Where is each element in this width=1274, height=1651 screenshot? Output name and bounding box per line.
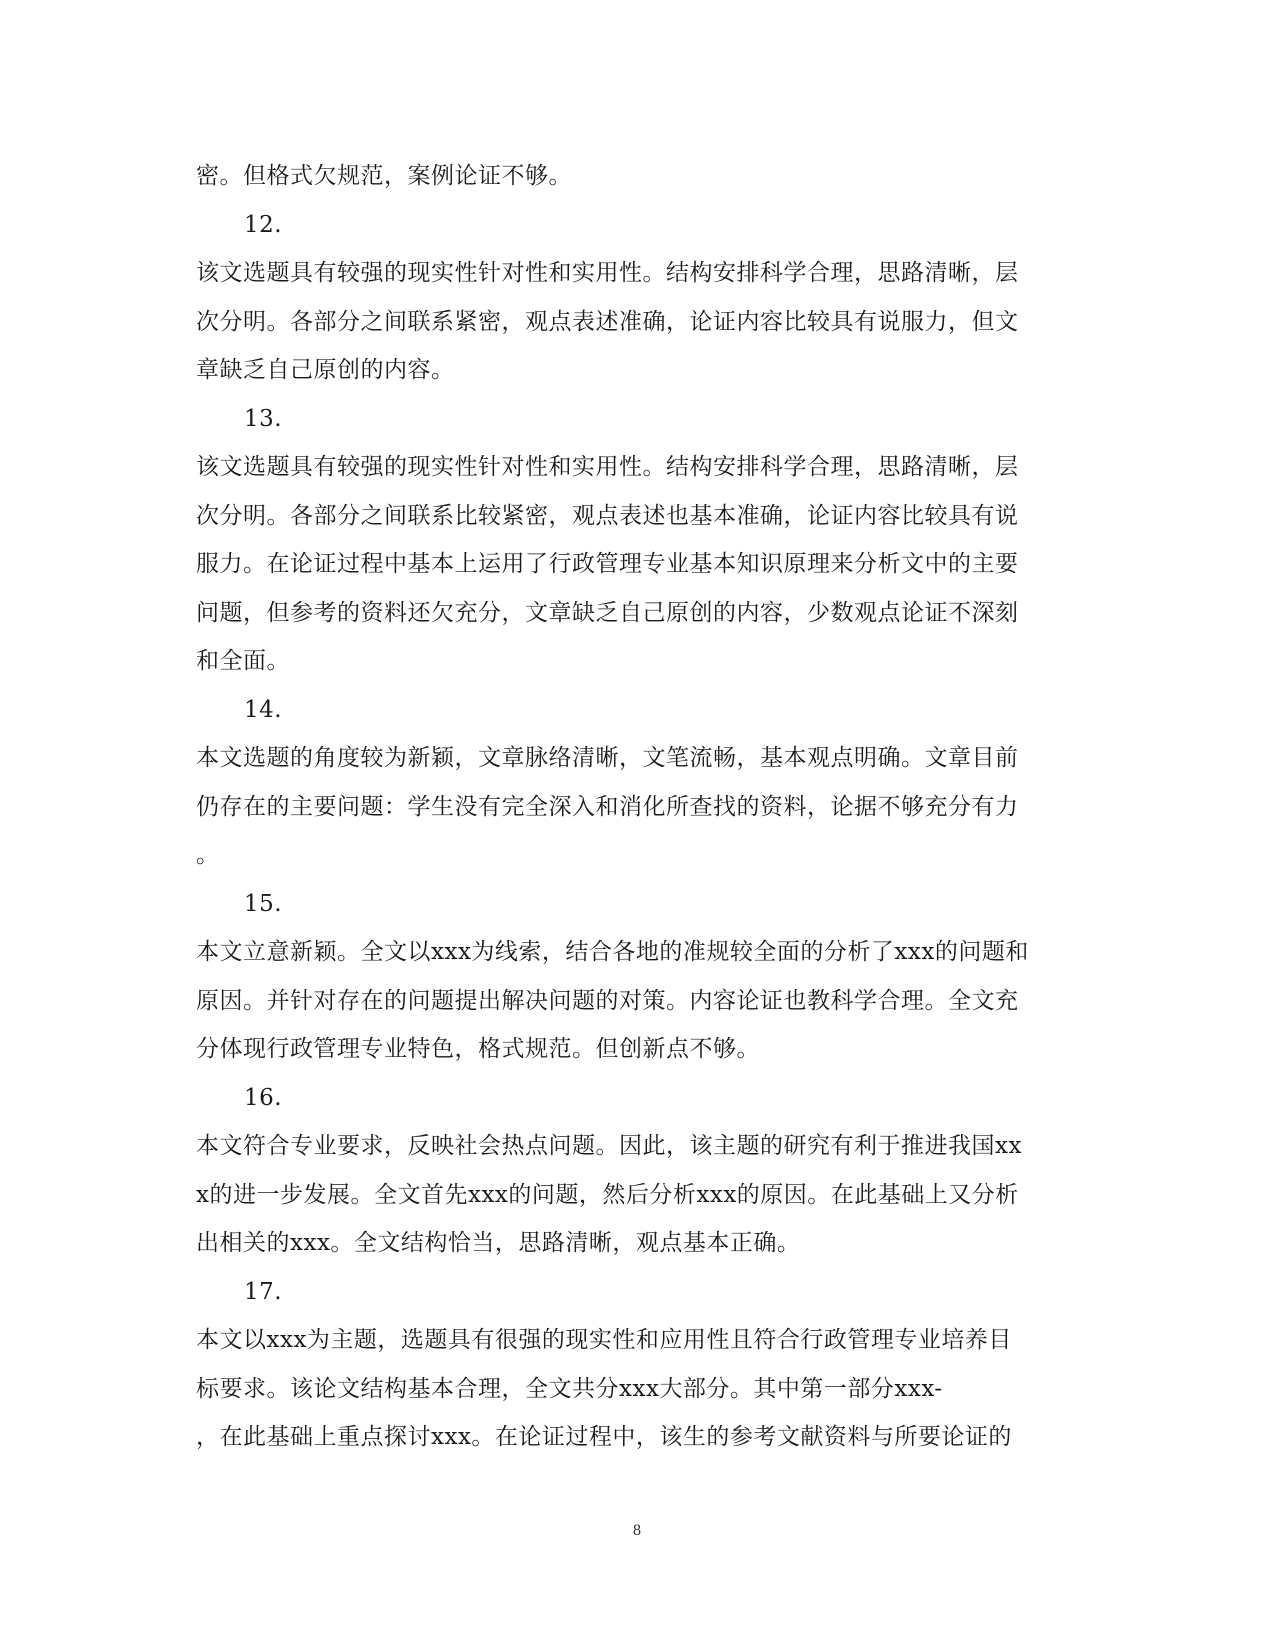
text-line: 仍存在的主要问题：学生没有完全深入和消化所查找的资料，论据不够充分有力: [196, 793, 1019, 820]
text-line: 分体现行政管理专业特色，格式规范。但创新点不够。: [196, 1036, 760, 1062]
text-line: 出相关的xxx。全文结构恰当，思路清晰，观点基本正确。: [196, 1230, 801, 1256]
item-number: 12.: [244, 211, 283, 238]
text-line: 服力。在论证过程中基本上运用了行政管理专业基本知识原理来分析文中的主要: [196, 551, 1019, 577]
text-line: 该文选题具有较强的现实性针对性和实用性。结构安排科学合理，思路清晰，层: [196, 454, 1019, 480]
text-line: 该文选题具有较强的现实性针对性和实用性。结构安排科学合理，思路清晰，层: [196, 260, 1019, 286]
text-line: ，在此基础上重点探讨xxx。在论证过程中，该生的参考文献资料与所要论证的: [196, 1424, 1012, 1450]
document-body: [196, 152, 1076, 1462]
text-line: 本文立意新颖。全文以xxx为线索，结合各地的准规较全面的分析了xxx的问题和: [196, 939, 1029, 965]
item-number: 16.: [244, 1084, 283, 1111]
text-line: 本文符合专业要求，反映社会热点问题。因此，该主题的研究有利于推进我国xx: [196, 1133, 1022, 1159]
text-line: 标要求。该论文结构基本合理，全文共分xxx大部分。其中第一部分xxx-: [196, 1375, 943, 1402]
text-line: 问题，但参考的资料还欠充分，文章缺乏自己原创的内容，少数观点论证不深刻: [196, 599, 1019, 626]
text-line: 原因。并针对存在的问题提出解决问题的对策。内容论证也教科学合理。全文充: [196, 987, 1019, 1014]
text-line: 次分明。各部分之间联系紧密，观点表述准确，论证内容比较具有说服力，但文: [196, 308, 1019, 335]
text-line: 次分明。各部分之间联系比较紧密，观点表述也基本准确，论证内容比较具有说: [196, 502, 1019, 529]
item-number: 17.: [244, 1278, 283, 1305]
page-number: 8: [633, 1522, 641, 1539]
text-line: 和全面。: [196, 648, 290, 674]
text-line: 。: [196, 842, 220, 868]
item-number: 13.: [244, 405, 283, 432]
text-line: 密。但格式欠规范，案例论证不够。: [196, 163, 572, 189]
text-line: x的进一步发展。全文首先xxx的问题，然后分析xxx的原因。在此基础上又分析: [196, 1181, 1019, 1208]
text-line: 本文选题的角度较为新颖，文章脉络清晰，文笔流畅，基本观点明确。文章目前: [196, 745, 1019, 771]
item-number: 15.: [244, 890, 283, 917]
text-line: 章缺乏自己原创的内容。: [196, 357, 455, 383]
text-line: 本文以xxx为主题，选题具有很强的现实性和应用性且符合行政管理专业培养目: [196, 1327, 1012, 1353]
item-number: 14.: [244, 696, 283, 723]
